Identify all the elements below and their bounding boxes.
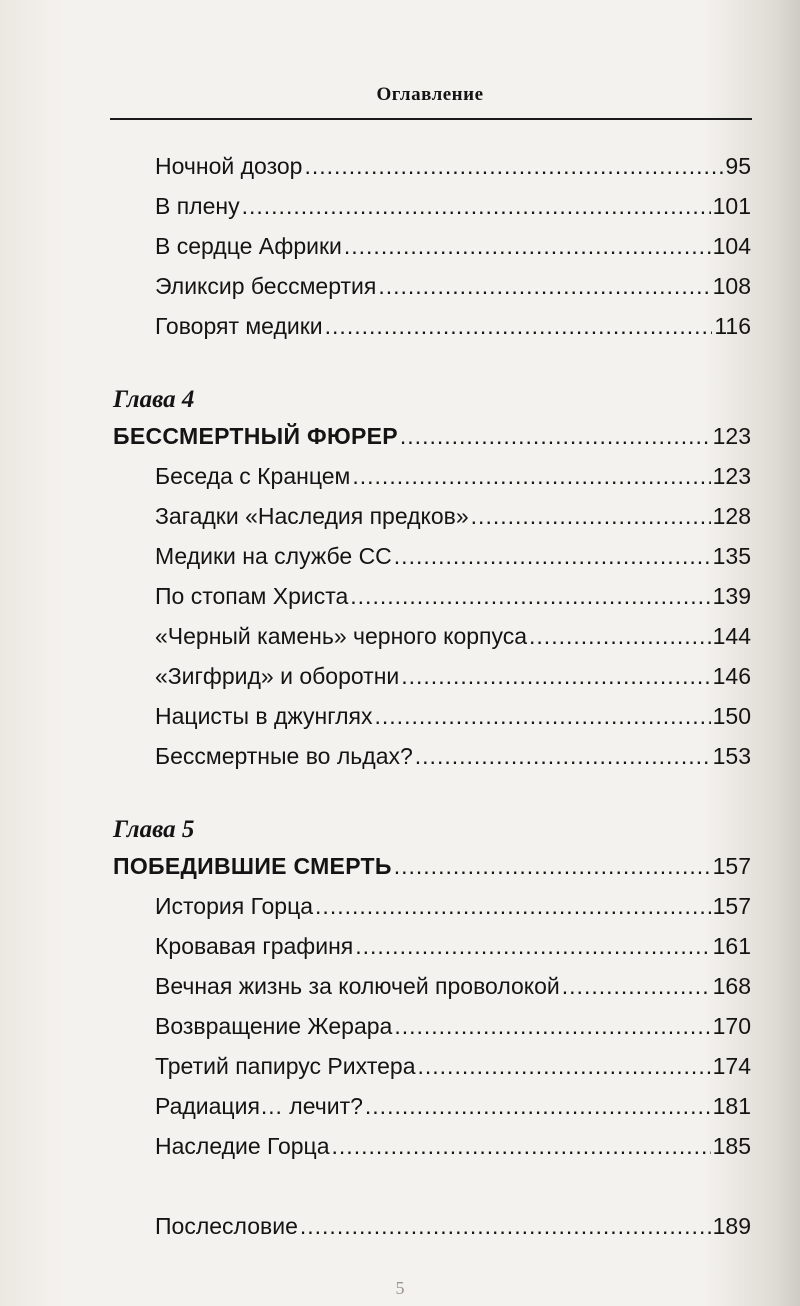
page-number: 5 xyxy=(395,1278,405,1298)
toc-leader-dots xyxy=(325,306,713,346)
toc-entry-title: Нацисты в джунглях xyxy=(155,703,373,729)
toc-leader-dots xyxy=(365,1086,711,1126)
toc-leader-dots xyxy=(350,576,710,616)
toc-entry-page: 174 xyxy=(712,1053,751,1079)
chapter-page: 157 xyxy=(712,853,751,879)
toc-entry[interactable] xyxy=(155,1046,751,1086)
toc-entry[interactable] xyxy=(155,536,751,576)
toc-entry[interactable] xyxy=(155,1006,751,1046)
toc-leader-dots xyxy=(355,926,710,966)
toc-entry-page: 170 xyxy=(712,1013,751,1039)
toc-entry-page: 95 xyxy=(725,153,751,179)
toc-entry[interactable] xyxy=(155,496,751,536)
toc-leader-dots xyxy=(401,656,710,696)
toc-entry-title: «Черный камень» черного корпуса xyxy=(155,623,528,649)
chapter-label: Глава 5 xyxy=(113,816,195,843)
toc-entry-title: Бессмертные во льдах? xyxy=(155,743,413,769)
toc-entry[interactable] xyxy=(155,886,751,926)
toc-entry-page: 116 xyxy=(714,313,751,339)
chapter-title: ПОБЕДИВШИЕ СМЕРТЬ xyxy=(113,853,392,879)
toc-entry[interactable] xyxy=(155,576,751,616)
toc-leader-dots xyxy=(471,496,711,536)
toc-entry-page: 101 xyxy=(712,193,751,219)
toc-leader-dots xyxy=(315,886,711,926)
toc-entry-page: 168 xyxy=(712,973,751,999)
toc-leader-dots xyxy=(529,616,711,656)
toc-leader-dots xyxy=(332,1126,711,1166)
toc-entry-title: Вечная жизнь за колючей проволокой xyxy=(155,973,560,999)
toc-entry[interactable] xyxy=(155,736,751,776)
toc-leader-dots xyxy=(415,736,711,776)
toc-entry-title: «Зигфрид» и оборотни xyxy=(155,663,400,689)
toc-entry-page: 135 xyxy=(712,543,751,569)
toc-entry[interactable] xyxy=(155,226,751,266)
toc-entry-page: 123 xyxy=(712,463,751,489)
toc-entry[interactable] xyxy=(155,696,751,736)
chapter-label: Глава 4 xyxy=(113,386,195,413)
toc-entry-title: Беседа с Кранцем xyxy=(155,463,351,489)
toc-entry-page: 146 xyxy=(712,663,751,689)
toc-entry-title: По стопам Христа xyxy=(155,583,349,609)
toc-entry-page: 181 xyxy=(712,1093,751,1119)
toc-leader-dots xyxy=(375,696,711,736)
toc-entry-title: Загадки «Наследия предков» xyxy=(155,503,469,529)
toc-leader-dots xyxy=(562,966,711,1006)
toc-leader-dots xyxy=(304,146,723,186)
toc-leader-dots xyxy=(394,846,711,886)
toc-entry-page: 108 xyxy=(712,273,751,299)
chapter-title: БЕССМЕРТНЫЙ ФЮРЕР xyxy=(113,423,398,449)
toc-entry[interactable] xyxy=(155,1126,751,1166)
toc-entry[interactable] xyxy=(155,456,751,496)
toc-leader-dots xyxy=(352,456,710,496)
chapter-title-entry[interactable] xyxy=(113,416,751,456)
toc-leader-dots xyxy=(344,226,711,266)
toc-entry-page: 185 xyxy=(712,1133,751,1159)
toc-leader-dots xyxy=(394,536,711,576)
toc-leader-dots xyxy=(418,1046,711,1086)
toc-entry[interactable] xyxy=(155,146,751,186)
toc-entry-title: Наследие Горца xyxy=(155,1133,330,1159)
toc-leader-dots xyxy=(242,186,711,226)
toc-entry-title: Третий папирус Рихтера xyxy=(155,1053,416,1079)
toc-entry[interactable] xyxy=(155,306,751,346)
toc-entry-title: В сердце Африки xyxy=(155,233,342,259)
toc-leader-dots xyxy=(300,1206,711,1246)
toc-entry-page: 189 xyxy=(712,1213,751,1239)
toc-entry-title: Послесловие xyxy=(155,1213,298,1239)
toc-entry-title: В плену xyxy=(155,193,240,219)
toc-entry-title: История Горца xyxy=(155,893,314,919)
toc-leader-dots xyxy=(378,266,710,306)
toc-entry[interactable] xyxy=(155,1086,751,1126)
toc-entry-title: Радиация… лечит? xyxy=(155,1093,363,1119)
toc-entry-page: 153 xyxy=(712,743,751,769)
toc-entry-title: Говорят медики xyxy=(155,313,323,339)
running-header: Оглавление xyxy=(376,84,484,105)
toc-entry-title: Возвращение Жерара xyxy=(155,1013,393,1039)
header-rule xyxy=(110,118,752,120)
toc-entry[interactable] xyxy=(155,616,751,656)
toc-entry-page: 144 xyxy=(712,623,751,649)
chapter-title-entry[interactable] xyxy=(113,846,751,886)
toc-entry[interactable] xyxy=(155,966,751,1006)
toc-entry-page: 128 xyxy=(712,503,751,529)
toc-entry-title: Эликсир бессмертия xyxy=(155,273,377,299)
toc-entry[interactable] xyxy=(155,186,751,226)
toc-entry-title: Кровавая графиня xyxy=(155,933,354,959)
toc-entry-title: Ночной дозор xyxy=(155,153,303,179)
toc-entry[interactable] xyxy=(155,266,751,306)
toc-entry-page: 157 xyxy=(712,893,751,919)
chapter-page: 123 xyxy=(712,423,751,449)
toc-entry[interactable] xyxy=(155,926,751,966)
toc-leader-dots xyxy=(400,416,711,456)
toc-entry[interactable] xyxy=(155,1206,751,1246)
toc-entry-page: 139 xyxy=(712,583,751,609)
toc-entry[interactable] xyxy=(155,656,751,696)
toc-entry-page: 161 xyxy=(712,933,751,959)
toc-entry-page: 104 xyxy=(712,233,751,259)
toc-leader-dots xyxy=(394,1006,710,1046)
toc-entry-page: 150 xyxy=(712,703,751,729)
toc-entry-title: Медики на службе СС xyxy=(155,543,392,569)
